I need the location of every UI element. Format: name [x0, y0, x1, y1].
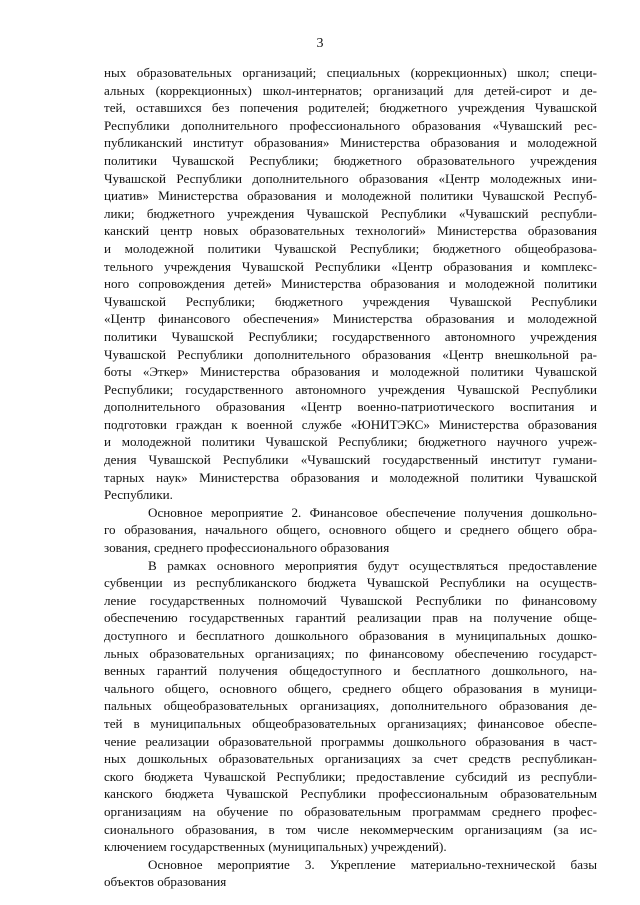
text-line: сионального образования, в том числе некоммерческим организациям (за ис-: [104, 821, 597, 837]
text-line: дения Чувашской Республики «Чувашский государственный институт гумани-: [104, 452, 597, 468]
text-line: канский центр новых образовательных технологий» Министерства образования: [104, 223, 597, 239]
text-line: тей, оставшихся без попечения родителей; бюджетного учреждения Чувашской: [104, 100, 597, 116]
text-line: канского бюджета Чувашской Республики профессиональным образовательным: [104, 786, 597, 802]
text-line: чение реализации образовательной программы дошкольного образования в част-: [104, 733, 597, 749]
text-line: ление государственных полномочий Чувашской Республики по финансовому: [104, 592, 597, 608]
text-line: ного сопровождения детей» Министерства образования и молодежной политики: [104, 276, 597, 292]
text-line: Чувашской Республики дополнительного образования «Центр внешкольной ра-: [104, 346, 597, 362]
text-line: и молодежной политики Чувашской Республики; бюджетного научного учреж-: [104, 434, 597, 450]
text-line: Чувашской Республики дополнительного образования «Центр молодежных ини-: [104, 170, 597, 186]
paragraph-p1: [104, 64, 597, 504]
text-line: Основное мероприятие 2. Финансовое обеспечение получения дошкольно-: [148, 504, 597, 520]
text-line: политики Чувашской Республики; бюджетного образовательного учреждения: [104, 152, 597, 168]
text-line: ных образовательных организаций; специальных (коррекционных) школ; специ-: [104, 65, 597, 80]
text-line: Республики дополнительного профессионального образования «Чувашский рес-: [104, 117, 597, 133]
text-line: организациям на обучение по образовательным программам среднего профес-: [104, 803, 597, 819]
text-line: Основное мероприятие 3. Укрепление материально-технической базы: [148, 856, 597, 872]
text-line: тарных наук» Министерства образования и молодежной политики Чувашской: [104, 469, 597, 485]
text-line: дополнительного образования «Центр военно-патриотического воспитания и: [104, 399, 597, 415]
text-line: подготовки граждан к военной службе «ЮНИТЭКС» Министерства образования: [104, 416, 597, 432]
text-line: Республики.: [104, 487, 173, 503]
text-line: ключением государственных (муниципальных) учреждений).: [104, 839, 447, 855]
text-line: доступного и бесплатного дошкольного образования в муниципальных дошко-: [104, 628, 597, 643]
text-line: публиканский институт образования» Министерства образования и молодежной: [104, 135, 597, 151]
text-line: го образования, начального общего, основного общего и среднего общего обра-: [104, 522, 597, 538]
text-line: альных (коррекционных) школ-интернатов; организаций для детей-сирот и де-: [104, 82, 597, 98]
text-line: объектов образования: [104, 874, 227, 890]
text-line: льных образовательных организациях; по финансовому обеспечению государст-: [104, 645, 597, 661]
text-line: политики Чувашской Республики; государственного автономного учреждения: [104, 328, 597, 344]
text-line: «Центр финансового обеспечения» Министерства образования и молодежной: [104, 311, 597, 327]
text-line: и молодежной политики Чувашской Республики; бюджетного общеобразова-: [104, 240, 597, 256]
paragraph-p2: [104, 504, 597, 557]
text-line: тельного учреждения Чувашской Республики «Центр образования и комплекс-: [104, 258, 597, 274]
text-line: ского бюджета Чувашской Республики; предоставление субсидий из республи-: [104, 768, 597, 784]
text-line: субвенции из республиканского бюджета Чувашской Республики на осуществ-: [104, 575, 597, 591]
text-line: чального общего, основного общего, среднего общего образования в муници-: [104, 680, 597, 696]
text-line: ных дошкольных образовательных организациях за счет средств республикан-: [104, 751, 597, 767]
text-line: обеспечению государственных гарантий реализации прав на получение обще-: [104, 610, 597, 626]
text-line: зования, среднего профессионального образования: [104, 540, 390, 556]
text-line: Республики; государственного автономного учреждения Чувашской Республики: [104, 381, 597, 397]
text-line: венных гарантий получения общедоступного и бесплатного дошкольного, на-: [104, 663, 597, 679]
paragraph-p3: [104, 557, 597, 856]
text-line: лики; бюджетного учреждения Чувашской Республики «Чувашский республи-: [104, 205, 597, 221]
page-number: 3: [316, 36, 324, 51]
text-line: В рамках основного мероприятия будут осуществляться предоставление: [148, 557, 597, 573]
text-line: пальных общеобразовательных организациях, дополнительного образования де-: [104, 698, 597, 714]
text-line: боты «Эткер» Министерства образования и молодежной политики Чувашской: [104, 364, 597, 380]
text-line: тей в муниципальных общеобразовательных организациях; финансовое обеспе-: [104, 715, 597, 731]
paragraph-p4: [104, 856, 597, 891]
document-body: [104, 64, 597, 891]
text-line: циатив» Министерства образования и молодежной политики Чувашской Респуб-: [104, 188, 597, 204]
text-line: Чувашской Республики; бюджетного учреждения Чувашской Республики: [104, 293, 597, 309]
